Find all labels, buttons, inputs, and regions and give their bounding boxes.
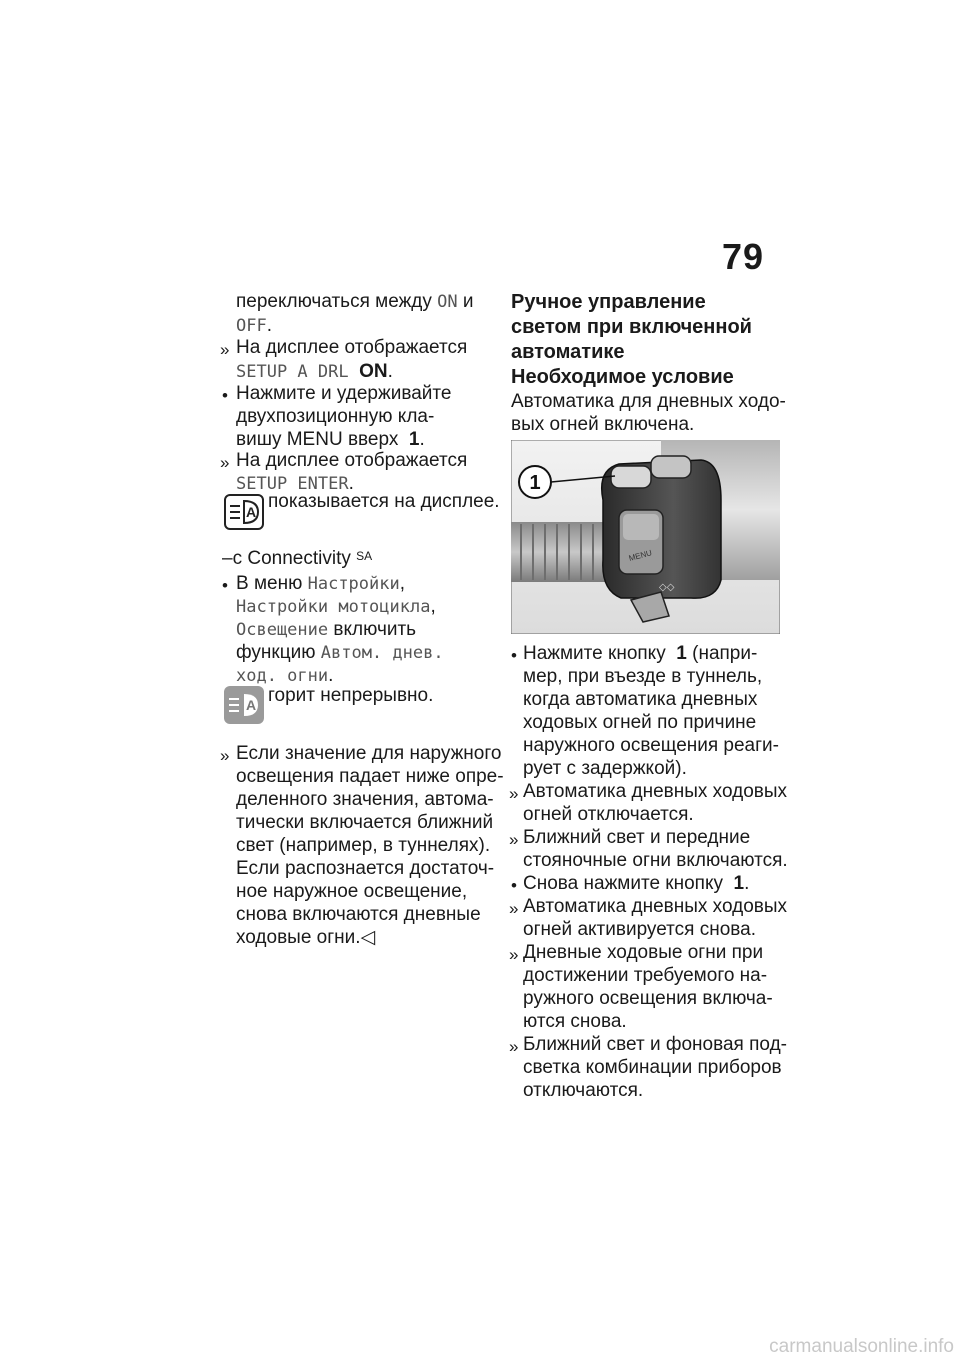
page-number: 79 [722, 236, 765, 277]
result-marker: » [509, 784, 519, 803]
result-marker: » [509, 899, 519, 918]
text-line: огней отключается. [523, 804, 694, 825]
handlebar-switch-illustration [511, 440, 780, 634]
text-line: мер, при въезде в туннель, [523, 666, 763, 687]
text-line: Если распознается достаточ- [236, 858, 495, 879]
text-line: ружного освещения включа- [523, 988, 773, 1009]
text-line: функцию Автом. днев. [236, 642, 444, 663]
watermark: carmanualsonline.info [769, 1336, 954, 1357]
text-line: достижении требуемого на- [523, 965, 768, 986]
action-marker: • [222, 576, 228, 595]
text-line: свет (например, в туннелях). [236, 835, 491, 856]
text-line: ное наружное освещение, [236, 881, 468, 902]
text-line: снова включаются дневные [236, 904, 481, 925]
text-line: Если значение для наружного [236, 743, 502, 764]
text-line: Дневные ходовые огни при [523, 942, 764, 963]
connectivity-line: –с Connectivity $^{SA}$ [222, 548, 373, 569]
text-line: Освещение включить [236, 619, 417, 640]
end-marker: ◁ [360, 927, 376, 948]
result-marker: » [220, 746, 230, 765]
text-line: Автоматика для дневных ходо- [511, 391, 786, 412]
text-line: двухпозиционную кла- [236, 406, 435, 427]
text-line: отключаются. [523, 1080, 644, 1101]
light-A-grey-icon [224, 686, 264, 724]
text-line: ются снова. [523, 1011, 627, 1032]
subsection-heading: Необходимое условие [511, 366, 734, 388]
text-line: вых огней включена. [511, 414, 695, 435]
text-line: огней активируется снова. [523, 919, 756, 940]
text-line: освещения падает ниже опре- [236, 766, 504, 787]
action-marker: • [511, 646, 517, 665]
text-line: рует с задержкой). [523, 758, 687, 779]
action-marker: • [511, 876, 517, 895]
text-line: показывается на дисплее. [268, 491, 500, 512]
text-line: вишу MENU вверх 1. [236, 429, 425, 450]
result-marker: » [509, 945, 519, 964]
result-marker: » [220, 340, 230, 359]
text-line: ходовые огни.◁ [236, 927, 376, 948]
callout-label: 1 [529, 472, 541, 494]
result-marker: » [509, 1037, 519, 1056]
svg-text:A: A [245, 697, 257, 713]
text-line: Нажмите и удерживайте [236, 383, 452, 404]
text-line: На дисплее отображается [236, 337, 468, 358]
svg-text:◇◇: ◇◇ [659, 582, 675, 593]
text-line: Автоматика дневных ходовых [523, 896, 788, 917]
text-line: Настройки мотоцикла, [236, 596, 436, 617]
text-line: Ближний свет и передние [523, 827, 751, 848]
text-line: ходовых огней по причине [523, 712, 757, 733]
action-marker: • [222, 386, 228, 405]
section-heading: автоматике [511, 341, 625, 363]
text-line: В меню Настройки, [236, 573, 406, 594]
text-line: Ближний свет и фоновая под- [523, 1034, 787, 1055]
text-line: SETUP ENTER. [236, 473, 354, 494]
text-line: переключаться между ON и [236, 291, 474, 312]
text-line: Автоматика дневных ходовых [523, 781, 788, 802]
section-heading: светом при включенной [511, 316, 752, 338]
text-line: горит непрерывно. [268, 685, 434, 706]
svg-text:MENU: MENU [627, 548, 653, 563]
section-heading: Ручное управление [511, 291, 706, 313]
text-line: светка комбинации приборов [523, 1057, 782, 1078]
text-line: наружного освещения реаги- [523, 735, 779, 756]
light-A-icon [224, 494, 264, 530]
result-marker: » [509, 830, 519, 849]
text-line: когда автоматика дневных [523, 689, 758, 710]
result-marker: » [220, 453, 230, 472]
text-line: На дисплее отображается [236, 450, 468, 471]
text-line: OFF. [236, 315, 272, 336]
text-line: Нажмите кнопку 1 (напри- [523, 643, 758, 664]
text-line: ход. огни. [236, 665, 334, 686]
text-line: стояночные огни включаются. [523, 850, 788, 871]
svg-text:A: A [245, 504, 257, 520]
text-line: тически включается ближний [236, 812, 494, 833]
text-line: деленного значения, автома- [236, 789, 494, 810]
text-line: Снова нажмите кнопку 1. [523, 873, 750, 894]
text-line: SETUP A DRL ON. [236, 361, 393, 382]
